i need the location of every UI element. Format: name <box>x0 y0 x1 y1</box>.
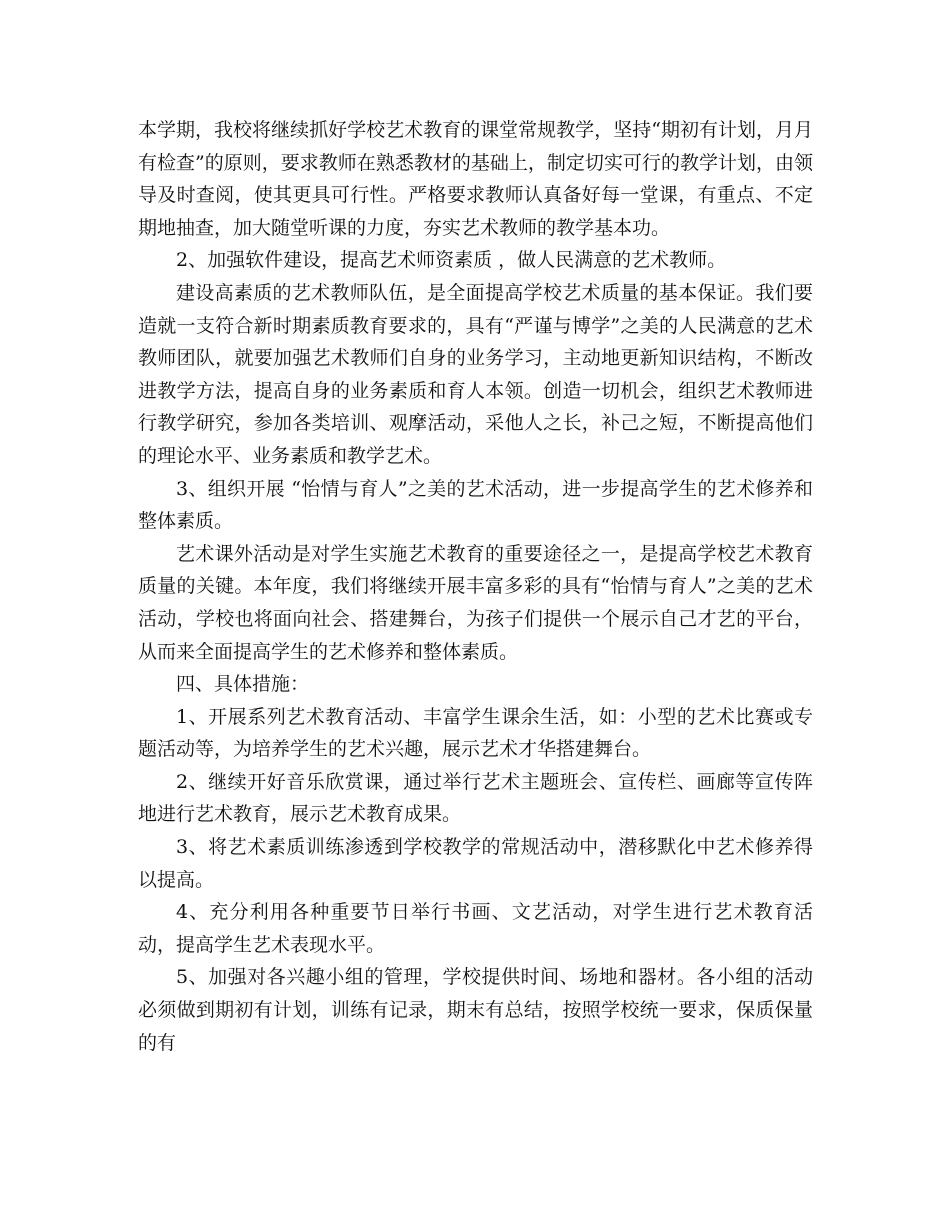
paragraph-teacher-team: 建设高素质的艺术教师队伍，是全面提高学校艺术质量的基本保证。我们要造就一支符合新时期素质教育要求的，具有“严谨与博学”之美的人民满意的艺术教师团队，就要加强艺术教师们自身的业务学习，主动地更新知识结构，不断改进教学方法，提高自身的业务素质和育人本领。创造一切机会，组织艺术教师进行教学研究，参加各类培训、观摩活动，采他人之长，补己之短，不断提高他们的理论水平、业务素质和教学艺术。 <box>138 281 813 467</box>
paragraph-classroom-routine: 本学期，我校将继续抓好学校艺术教育的课堂常规教学，坚持“期初有计划，月月有检查”的原则，要求教师在熟悉教材的基础上，制定切实可行的教学计划，由领导及时查阅，使其更具可行性。严格要求教师认真备好每一堂课，有重点、不定期地抽查，加大随堂听课的力度，夯实艺术教师的教学基本功。 <box>138 119 813 239</box>
measure-item-3: 3、将艺术素质训练渗透到学校教学的常规活动中，潜移默化中艺术修养得以提高。 <box>138 836 813 891</box>
measure-item-4: 4、充分利用各种重要节日举行书画、文艺活动，对学生进行艺术教育活动，提高学生艺术表现水平。 <box>138 901 813 956</box>
paragraph-extracurricular: 艺术课外活动是对学生实施艺术教育的重要途径之一，是提高学校艺术教育质量的关键。本年度，我们将继续开展丰富多彩的具有“怡情与育人”之美的艺术活动，学校也将面向社会、搭建舞台，为孩子们提供一个展示自己才艺的平台，从而来全面提高学生的艺术修养和整体素质。 <box>138 542 813 663</box>
heading-specific-measures: 四、具体措施： <box>176 673 310 696</box>
document-body <box>138 114 813 1059</box>
measure-item-2: 2、继续开好音乐欣赏课，通过举行艺术主题班会、宣传栏、画廊等宣传阵地进行艺术教育，展示艺术教育成果。 <box>138 770 813 826</box>
heading-art-activities: 3、组织开展 “怡情与育人”之美的艺术活动，进一步提高学生的艺术修养和整体素质。 <box>138 477 813 533</box>
heading-software-construction: 2、加强软件建设，提高艺术师资素质 ，做人民满意的艺术教师。 <box>176 249 727 272</box>
measure-item-1: 1、开展系列艺术教育活动、丰富学生课余生活，如：小型的艺术比赛或专题活动等，为培养学生的艺术兴趣，展示艺术才华搭建舞台。 <box>138 705 813 761</box>
measure-item-5: 5、加强对各兴趣小组的管理，学校提供时间、场地和器材。各小组的活动必须做到期初有计划，训练有记录，期末有总结，按照学校统一要求，保质保量的有 <box>138 966 813 1054</box>
